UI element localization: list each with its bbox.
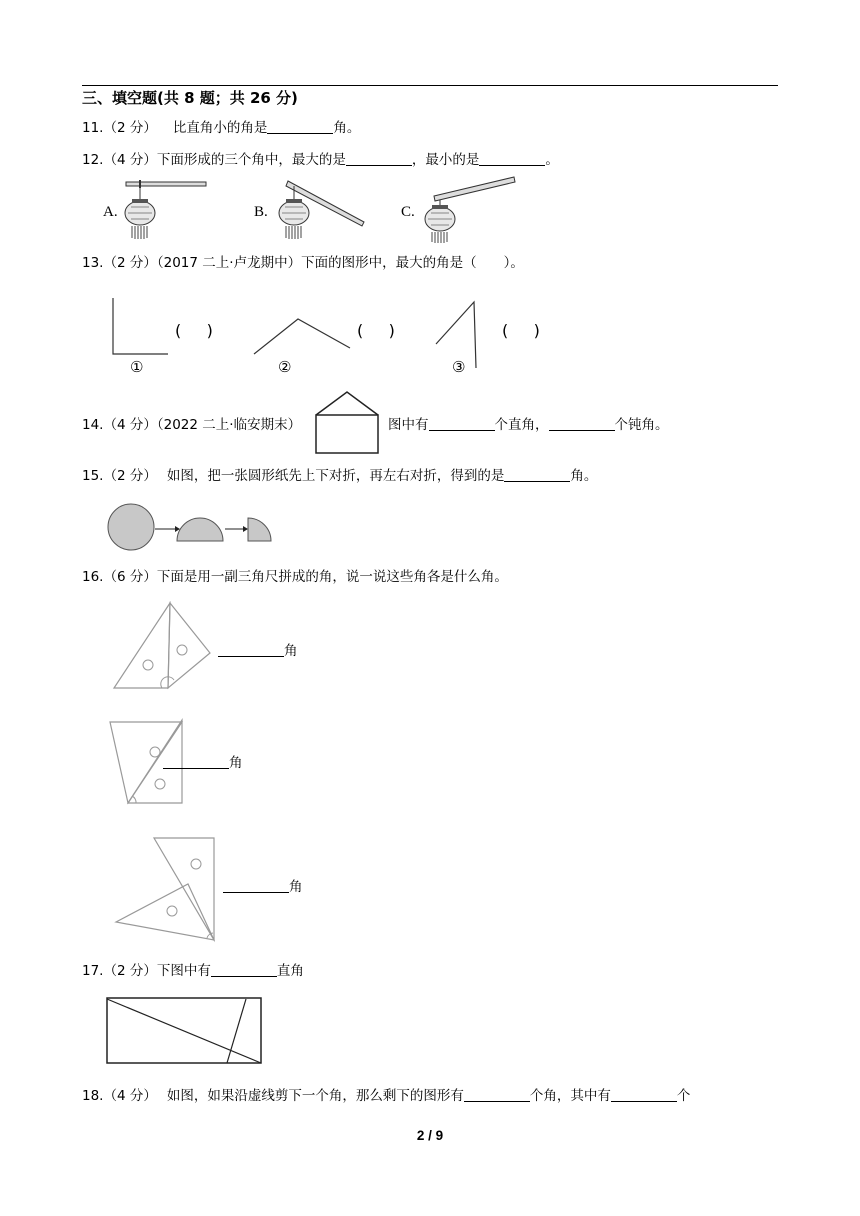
q13-number: 13. <box>82 255 104 271</box>
question-13 <box>82 254 524 272</box>
q18-number: 18. <box>82 1088 104 1104</box>
q18-text: 如图，如果沿虚线剪下一个角，那么剩下的图形有 <box>166 1088 464 1104</box>
q14-text-mid: 个直角， <box>494 417 549 433</box>
q13-label-1: ① <box>130 358 144 376</box>
q17-score: （2 分） <box>103 963 157 979</box>
q16-text: 下面是用一副三角尺拼成的角，说一说这些角各是什么角。 <box>156 569 508 585</box>
q13-text: 下面的图形中，最大的角是（ ）。 <box>301 255 524 271</box>
q16-blank-1[interactable] <box>218 642 284 657</box>
q14-house-figure <box>313 389 381 455</box>
q11-text-end: 角。 <box>333 120 361 136</box>
q16-answer-1: 角 <box>218 642 298 660</box>
q13-label-3: ③ <box>452 358 466 376</box>
q18-text-mid: 个角，其中有 <box>529 1088 611 1104</box>
q12-number: 12. <box>82 152 104 168</box>
angle-1-right <box>113 298 168 354</box>
q12-text: 下面形成的三个角中，最大的是 <box>156 152 346 168</box>
q16-score: （6 分） <box>103 569 157 585</box>
q18-score: （4 分） <box>103 1088 157 1104</box>
question-12 <box>82 151 559 169</box>
page-number: 2 / 9 <box>416 1128 444 1143</box>
q11-number: 11. <box>82 120 104 136</box>
q15-number: 15. <box>82 468 104 484</box>
q12-text-end: 。 <box>545 152 559 168</box>
q14-number: 14. <box>82 417 104 433</box>
q16-answer-3: 角 <box>223 878 303 896</box>
question-15 <box>82 467 597 485</box>
lantern-c-pole <box>434 177 515 201</box>
q17-blank[interactable] <box>211 962 277 977</box>
q13-answer-paren-1[interactable]: ( ) <box>175 321 213 340</box>
quarter-circle <box>248 518 271 541</box>
lantern-a-figure <box>120 176 210 242</box>
q17-number: 17. <box>82 963 104 979</box>
top-rule <box>82 85 778 86</box>
q14-text-end: 个钝角。 <box>614 417 669 433</box>
full-circle <box>108 504 154 550</box>
q17-text: 下图中有 <box>156 963 211 979</box>
lantern-c-figure <box>418 174 518 244</box>
q12-option-b: B. <box>254 204 268 220</box>
q14-source: （2022 二上·临安期末） <box>156 417 302 433</box>
q13-source: （2017 二上·卢龙期中） <box>156 255 302 271</box>
q12-option-c: C. <box>401 204 415 220</box>
q14-blank-2[interactable] <box>549 416 615 431</box>
set-square-figure-1 <box>110 600 220 695</box>
lantern-icon <box>125 186 155 239</box>
q13-label-2: ② <box>278 358 292 376</box>
lantern-b-figure <box>272 178 368 244</box>
q12-blank-2[interactable] <box>479 151 545 166</box>
q18-blank-1[interactable] <box>464 1087 530 1102</box>
question-18 <box>82 1087 690 1105</box>
q13-answer-paren-3[interactable]: ( ) <box>502 321 540 340</box>
question-17 <box>82 962 304 980</box>
q16-blank-3[interactable] <box>223 878 289 893</box>
q13-score: （2 分） <box>103 255 157 271</box>
q14-text: 图中有 <box>388 417 429 433</box>
q15-score: （2 分） <box>103 468 157 484</box>
q13-answer-paren-2[interactable]: ( ) <box>357 321 395 340</box>
q14-score: （4 分） <box>103 417 157 433</box>
q16-blank-2[interactable] <box>163 754 229 769</box>
q14-blank-1[interactable] <box>429 416 495 431</box>
q18-text-end: 个 <box>676 1088 691 1104</box>
q16-answer-2: 角 <box>163 754 243 772</box>
arrow-head-icon <box>243 526 248 532</box>
question-11 <box>82 119 360 137</box>
lantern-a-pole <box>126 180 206 188</box>
q12-blank-1[interactable] <box>346 151 412 166</box>
q15-fold-figure <box>105 502 275 552</box>
q15-text-end: 角。 <box>570 468 598 484</box>
question-16 <box>82 568 508 586</box>
question-14-lead <box>82 416 301 434</box>
q12-option-a: A. <box>103 204 118 220</box>
q11-score: （2 分） <box>103 120 157 136</box>
q17-text-end: 直角 <box>276 963 304 979</box>
q17-rectangle-figure <box>105 996 265 1066</box>
q18-blank-2[interactable] <box>611 1087 677 1102</box>
q15-text: 如图，把一张圆形纸先上下对折，再左右对折，得到的是 <box>166 468 505 484</box>
q12-score: （4 分） <box>103 152 157 168</box>
q12-text-mid: ，最小的是 <box>411 152 480 168</box>
half-circle <box>177 518 223 541</box>
set-square-figure-3 <box>110 834 220 944</box>
q11-blank[interactable] <box>267 119 333 134</box>
q15-blank[interactable] <box>504 467 570 482</box>
question-14 <box>388 416 669 434</box>
lantern-icon <box>425 200 455 243</box>
section-heading: 三、填空题(共 8 题；共 26 分) <box>82 89 298 107</box>
angle-2-obtuse <box>254 319 350 354</box>
q11-text: 比直角小的角是 <box>172 120 268 136</box>
q16-number: 16. <box>82 569 104 585</box>
